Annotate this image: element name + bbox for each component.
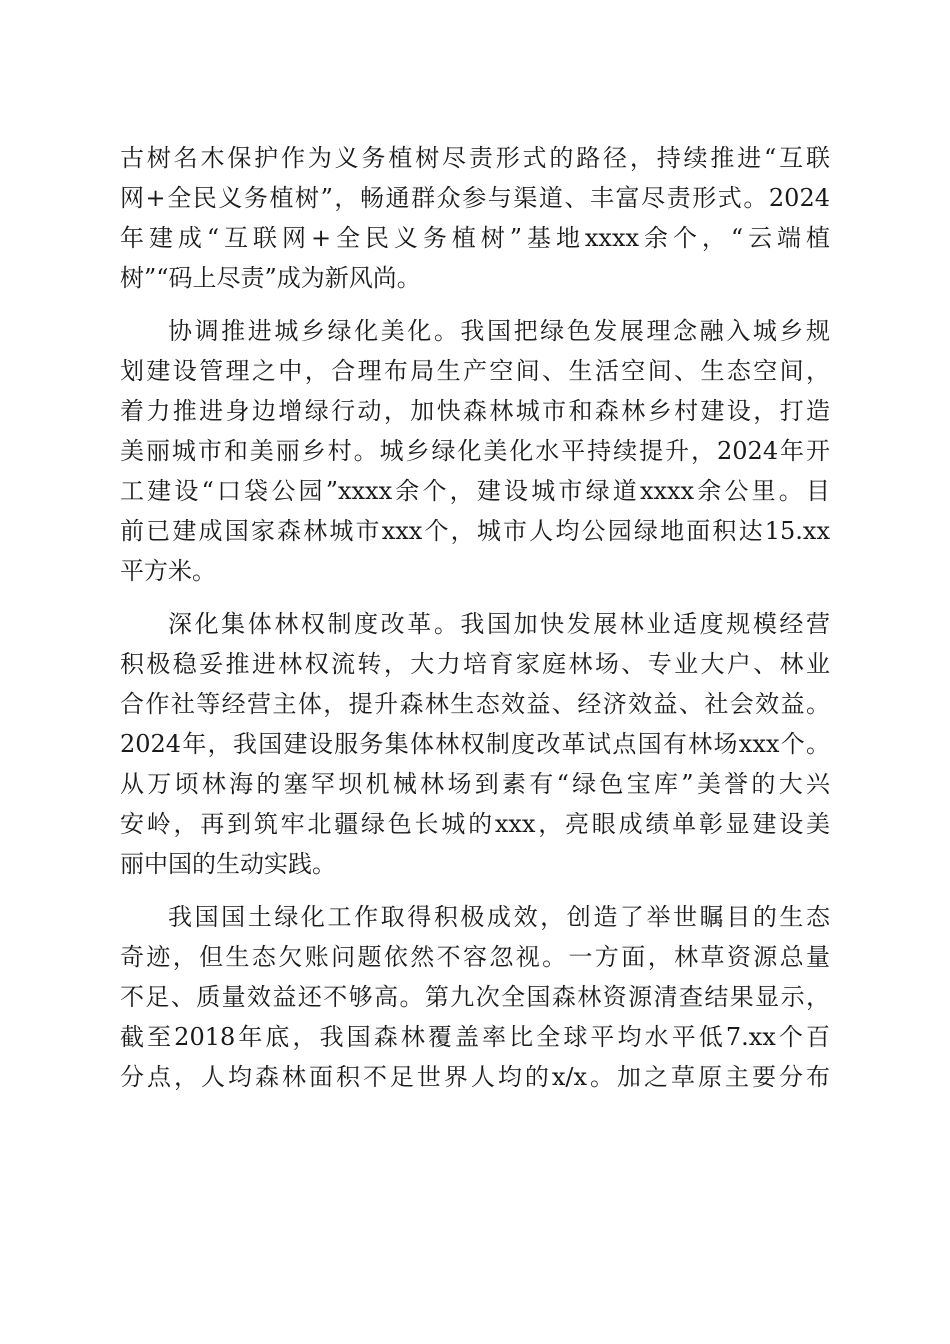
document-body xyxy=(120,138,830,1097)
text-line: 年建成“互联网+全民义务植树”基地xxxx余个，“云端植 xyxy=(120,224,830,252)
text-line: 划建设管理之中，合理布局生产空间、生活空间、生态空间， xyxy=(120,357,830,385)
text-line: 古树名木保护作为义务植树尽责形式的路径，持续推进“互联 xyxy=(120,144,830,172)
text-line: 网+全民义务植树”，畅通群众参与渠道、丰富尽责形式。2024 xyxy=(120,184,830,212)
text-line: 积极稳妥推进林权流转，大力培育家庭林场、专业大户、林业 xyxy=(120,650,830,678)
text-line: 合作社等经营主体，提升森林生态效益、经济效益、社会效益。 xyxy=(120,690,830,718)
text-line: 前已建成国家森林城市xxx个，城市人均公园绿地面积达15.xx xyxy=(120,517,830,545)
text-line: 2024年，我国建设服务集体林权制度改革试点国有林场xxx个。 xyxy=(120,730,830,758)
text-line: 截至2018年底，我国森林覆盖率比全球平均水平低7.xx个百 xyxy=(120,1023,830,1051)
paragraph-ecological-challenges xyxy=(120,897,830,1097)
text-line: 工建设“口袋公园”xxxx余个，建设城市绿道xxxx余公里。目 xyxy=(120,477,830,505)
text-line: 协调推进城乡绿化美化。我国把绿色发展理念融入城乡规 xyxy=(168,317,830,345)
text-line: 美丽城市和美丽乡村。城乡绿化美化水平持续提升，2024年开 xyxy=(120,437,830,465)
text-line: 深化集体林权制度改革。我国加快发展林业适度规模经营 xyxy=(168,610,830,638)
paragraph-urban-rural-greening xyxy=(120,311,830,591)
paragraph-forest-tenure-reform xyxy=(120,604,830,884)
text-line: 平方米。 xyxy=(120,557,216,585)
text-line: 我国国土绿化工作取得积极成效，创造了举世瞩目的生态 xyxy=(168,903,830,931)
paragraph-tree-planting xyxy=(120,138,830,298)
text-line: 安岭，再到筑牢北疆绿色长城的xxx，亮眼成绩单彰显建设美 xyxy=(120,810,830,838)
text-line: 从万顷林海的塞罕坝机械林场到素有“绿色宝库”美誉的大兴 xyxy=(120,770,830,798)
text-line: 分点，人均森林面积不足世界人均的x/x。加之草原主要分布 xyxy=(120,1063,830,1091)
text-line: 丽中国的生动实践。 xyxy=(120,850,336,878)
text-line: 不足、质量效益还不够高。第九次全国森林资源清查结果显示， xyxy=(120,983,830,1011)
text-line: 树”“码上尽责”成为新风尚。 xyxy=(120,264,421,292)
text-line: 奇迹，但生态欠账问题依然不容忽视。一方面，林草资源总量 xyxy=(120,943,830,971)
text-line: 着力推进身边增绿行动，加快森林城市和森林乡村建设，打造 xyxy=(120,397,830,425)
